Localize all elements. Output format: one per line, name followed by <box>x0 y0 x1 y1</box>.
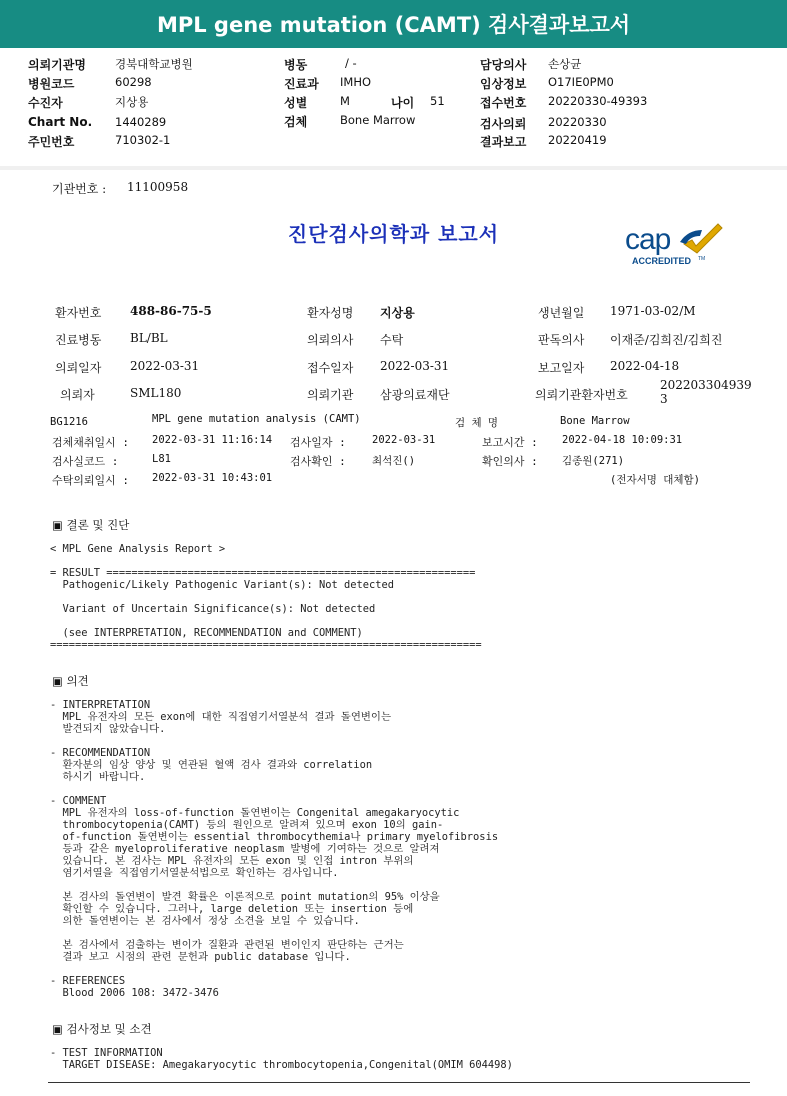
test-label: 확인의사 : <box>482 455 538 468</box>
test-value: 최석진() <box>372 455 416 467</box>
patient-label: 의뢰기관환자번호 <box>535 388 628 402</box>
patient-value: 2022-04-18 <box>610 359 680 373</box>
patient-label: 생년월일 <box>538 306 585 320</box>
opinion-text: - INTERPRETATION MPL 유전자의 모든 exon에 대한 직접염기서열분석 결과 돌연변이는 발견되지 않았습니다. - RECOMMENDATION 환자분의 임상 양상 및 연관된 혈액 검사 결과와 correlation 하시기 바랍니다. - COMMENT MPL 유전자의 loss-of-function 돌연변이는 Congenital amegakaryocytic thrombocytopenia(CAMT) 등의 원인으로 알려져 있으며 exon 10의 gain- of-function 돌연변이는 essential thrombocythemia나 primary myelofibrosis 등과 같은 myeloproliferative neoplasm 발병에 기여하는 것으로 알려져 있습니다. 본 검사는 MPL 유전자의 모든 exon 및 인접 intron 부위의 염기서열을 직접염기서열분석법으로 확인하는 검사입니다. 본 검사의 돌연변이 발견 확률은 이론적으로 point mutation의 95% 이상을 확인할 수 있습니다. 그러나, large deletion 또는 insertion 등에 의한 돌연변이는 본 검사에서 정상 소견을 보일 수 있습니다. 본 검사에서 검출하는 변이가 질환과 관련된 변이인지 판단하는 근거는 결과 보고 시점의 관련 문헌과 public database 입니다. - REFERENCES Blood 2006 108: 3472-3476 <box>50 699 499 999</box>
header-value: / - <box>345 56 357 70</box>
header-label: 병원코드 <box>28 77 75 91</box>
header-value: 지상용 <box>115 95 149 109</box>
patient-label: 환자성명 <box>307 306 354 320</box>
test-label: 검체채취일시 : <box>52 436 130 449</box>
header-value: 손상균 <box>548 57 582 71</box>
institution-number: 11100958 <box>127 180 189 194</box>
patient-value: 지상용 <box>380 306 415 320</box>
section-opinion-heading: ▣ 의견 <box>52 674 89 688</box>
cap-tm: TM <box>698 256 706 262</box>
header-label: 의뢰기관명 <box>28 58 86 72</box>
header-label: 수진자 <box>28 96 63 110</box>
patient-value: 2022-03-31 <box>380 359 450 373</box>
patient-label: 의뢰의사 <box>307 333 354 347</box>
cap-accredited-logo <box>622 223 732 270</box>
header-label: 검체 <box>284 115 308 129</box>
patient-value: 202203304939 <box>660 378 752 392</box>
header-value: 경북대학교병원 <box>115 57 193 71</box>
patient-value: BL/BL <box>130 331 168 345</box>
patient-value: 1971-03-02/M <box>610 304 696 318</box>
test-value: 김종원(271) <box>562 455 625 467</box>
institution-label: 기관번호 : <box>52 182 107 196</box>
header-value: 20220330 <box>548 115 607 129</box>
test-label: 보고시간 : <box>482 436 538 449</box>
header-value: 710302-1 <box>115 133 171 147</box>
header-value: 51 <box>430 94 445 108</box>
patient-label: 환자번호 <box>55 306 102 320</box>
header-value: IMHO <box>340 75 372 89</box>
section-test-info-heading: ▣ 검사정보 및 소견 <box>52 1022 152 1036</box>
test-value: L81 <box>152 453 171 465</box>
patient-value: 수탁 <box>380 333 404 347</box>
electronic-signature-note: (전자서명 대체함) <box>610 474 700 486</box>
cap-logo-text: cap <box>625 223 671 256</box>
patient-value: 삼광의료재단 <box>380 388 450 402</box>
patient-label: 진료병동 <box>55 333 102 347</box>
patient-value: SML180 <box>130 386 182 400</box>
header-label: 결과보고 <box>480 135 527 149</box>
patient-label: 의뢰기관 <box>307 388 354 402</box>
test-value: 2022-04-18 10:09:31 <box>562 434 683 446</box>
header-label: 병동 <box>284 58 308 72</box>
test-value: 2022-03-31 <box>372 434 436 446</box>
header-label: 주민번호 <box>28 135 75 149</box>
specimen-value: Bone Marrow <box>560 415 630 427</box>
header-label: 임상정보 <box>480 77 527 91</box>
header-value: Bone Marrow <box>340 113 416 127</box>
patient-label: 접수일자 <box>307 361 354 375</box>
document-title: 진단검사의학과 보고서 <box>287 222 500 246</box>
test-label: 검사확인 : <box>290 455 346 468</box>
patient-label: 의뢰자 <box>60 388 95 402</box>
report-title: MPL gene mutation (CAMT) 검사결과보고서 <box>0 0 787 48</box>
test-value: 2022-03-31 11:16:14 <box>152 434 273 446</box>
patient-value-cont: 3 <box>660 392 668 406</box>
header-info <box>0 48 787 166</box>
header-value: M <box>340 94 350 108</box>
patient-value: 488-86-75-5 <box>130 304 212 318</box>
header-label: 검사의뢰 <box>480 117 527 131</box>
result-text: < MPL Gene Analysis Report > = RESULT =========================================================== Pathogenic/Likely Pathogenic Variant(s): Not detected Variant of Uncertain Significance(s): Not detected (see INTERPRETATION, RECOMMENDATION and COMMENT) ===================================================================== <box>50 543 482 651</box>
check-icon <box>678 220 726 256</box>
test-name: MPL gene mutation analysis (CAMT) <box>152 413 361 425</box>
patient-label: 보고일자 <box>538 361 585 375</box>
header-label: 나이 <box>391 96 415 110</box>
header-value: 20220419 <box>548 133 607 147</box>
patient-value: 이재준/김희진/김희진 <box>610 333 723 347</box>
patient-label: 판독의사 <box>538 333 585 347</box>
header-value: O17IE0PM0 <box>548 75 614 89</box>
header-label: 접수번호 <box>480 96 527 110</box>
section-conclusion-heading: ▣ 결론 및 진단 <box>52 518 130 532</box>
test-info-text: - TEST INFORMATION TARGET DISEASE: Amegakaryocytic thrombocytopenia,Congenital(OMIM 604498) <box>50 1047 513 1071</box>
test-label: 수탁의뢰일시 : <box>52 474 130 487</box>
test-label: 검사일자 : <box>290 436 346 449</box>
test-value: 2022-03-31 10:43:01 <box>152 472 273 484</box>
header-value: 60298 <box>115 75 152 89</box>
header-label: 성별 <box>284 96 308 110</box>
report-document <box>0 170 787 1096</box>
test-code: BG1216 <box>50 416 88 428</box>
patient-label: 의뢰일자 <box>55 361 102 375</box>
header-value: 1440289 <box>115 115 167 129</box>
header-value: 20220330-49393 <box>548 94 648 108</box>
cap-accredited-text: ACCREDITED <box>632 256 692 266</box>
header-label: Chart No. <box>28 115 93 129</box>
header-label: 진료과 <box>284 77 319 91</box>
patient-value: 2022-03-31 <box>130 359 200 373</box>
header-label: 담당의사 <box>480 58 527 72</box>
bottom-divider <box>48 1082 750 1083</box>
test-label: 검사실코드 : <box>52 455 119 468</box>
specimen-label: 검 체 명 <box>455 417 499 429</box>
